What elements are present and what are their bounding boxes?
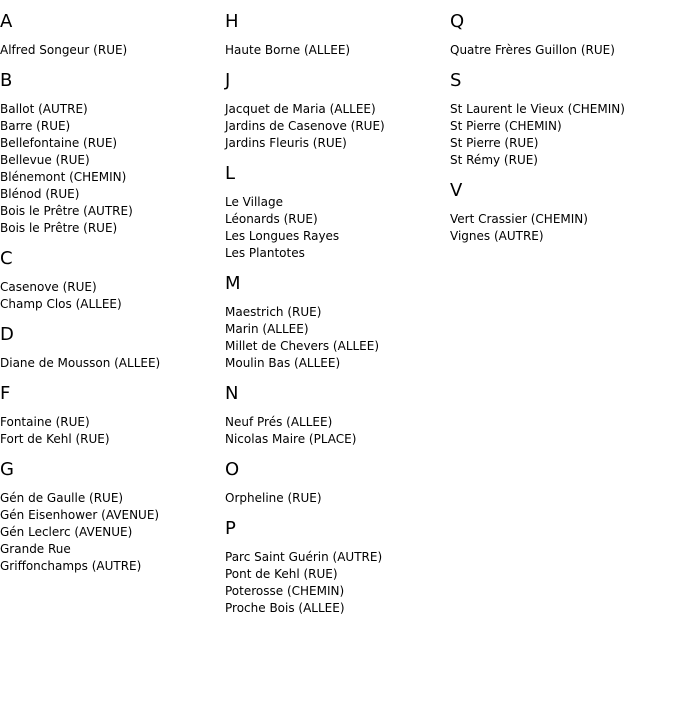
street-item: Haute Borne (ALLEE) bbox=[225, 43, 351, 57]
letter-group bbox=[0, 237, 225, 313]
letter-heading: B bbox=[0, 70, 13, 91]
street-item: Marin (ALLEE) bbox=[225, 322, 309, 336]
letter-heading: A bbox=[0, 11, 13, 32]
street-list bbox=[225, 414, 450, 448]
letter-group bbox=[225, 59, 450, 152]
letter-heading: C bbox=[0, 248, 13, 269]
street-item: Le Village bbox=[225, 195, 283, 209]
street-item: Proche Bois (ALLEE) bbox=[225, 601, 345, 615]
letter-heading: F bbox=[0, 383, 11, 404]
letter-group bbox=[0, 0, 225, 59]
street-item: Fontaine (RUE) bbox=[0, 415, 90, 429]
street-item: Parc Saint Guérin (AUTRE) bbox=[225, 550, 383, 564]
street-item: Les Plantotes bbox=[225, 246, 305, 260]
street-item: Jardins Fleuris (RUE) bbox=[225, 136, 347, 150]
street-list bbox=[225, 42, 450, 59]
street-list bbox=[225, 194, 450, 262]
street-item: Les Longues Rayes bbox=[225, 229, 340, 243]
index-column-1 bbox=[0, 0, 225, 575]
letter-heading: N bbox=[225, 383, 239, 404]
street-item: Grande Rue bbox=[0, 542, 71, 556]
letter-group bbox=[225, 507, 450, 617]
letter-heading: O bbox=[225, 459, 240, 480]
street-item: Ballot (AUTRE) bbox=[0, 102, 88, 116]
street-item: Bellevue (RUE) bbox=[0, 153, 90, 167]
street-item: Gén Eisenhower (AVENUE) bbox=[0, 508, 160, 522]
street-item: Barre (RUE) bbox=[0, 119, 71, 133]
street-item: Casenove (RUE) bbox=[0, 280, 97, 294]
street-list bbox=[225, 490, 450, 507]
street-item: Blénemont (CHEMIN) bbox=[0, 170, 127, 184]
street-list bbox=[0, 490, 225, 575]
street-list bbox=[225, 304, 450, 372]
street-item: Nicolas Maire (PLACE) bbox=[225, 432, 357, 446]
letter-group bbox=[0, 59, 225, 237]
street-list bbox=[450, 211, 675, 245]
letter-heading: L bbox=[225, 163, 236, 184]
letter-group bbox=[0, 313, 225, 372]
letter-group bbox=[225, 372, 450, 448]
street-list bbox=[225, 101, 450, 152]
street-item: Bellefontaine (RUE) bbox=[0, 136, 118, 150]
street-item: Champ Clos (ALLEE) bbox=[0, 297, 122, 311]
street-item: Bois le Prêtre (AUTRE) bbox=[0, 204, 133, 218]
street-item: Bois le Prêtre (RUE) bbox=[0, 221, 118, 235]
street-item: Maestrich (RUE) bbox=[225, 305, 322, 319]
letter-group bbox=[225, 448, 450, 507]
street-item: Gén Leclerc (AVENUE) bbox=[0, 525, 133, 539]
street-list bbox=[0, 279, 225, 313]
street-item: Poterosse (CHEMIN) bbox=[225, 584, 345, 598]
street-list bbox=[450, 42, 675, 59]
street-item: St Pierre (RUE) bbox=[450, 136, 539, 150]
street-list bbox=[0, 42, 225, 59]
street-item: Quatre Frères Guillon (RUE) bbox=[450, 43, 615, 57]
letter-heading: D bbox=[0, 324, 14, 345]
street-item: Moulin Bas (ALLEE) bbox=[225, 356, 341, 370]
letter-heading: J bbox=[225, 70, 231, 91]
letter-heading: M bbox=[225, 273, 241, 294]
street-item: Millet de Chevers (ALLEE) bbox=[225, 339, 380, 353]
letter-group bbox=[450, 169, 675, 245]
letter-group bbox=[450, 59, 675, 169]
letter-group bbox=[0, 448, 225, 575]
street-item: St Rémy (RUE) bbox=[450, 153, 538, 167]
letter-heading: P bbox=[225, 518, 236, 539]
street-list bbox=[0, 101, 225, 237]
index-column-2 bbox=[225, 0, 450, 617]
street-item: Fort de Kehl (RUE) bbox=[0, 432, 110, 446]
street-item: Orpheline (RUE) bbox=[225, 491, 322, 505]
street-item: Jacquet de Maria (ALLEE) bbox=[225, 102, 376, 116]
street-item: Vert Crassier (CHEMIN) bbox=[450, 212, 588, 226]
street-item: Léonards (RUE) bbox=[225, 212, 318, 226]
street-item: Jardins de Casenove (RUE) bbox=[225, 119, 385, 133]
index-column-3 bbox=[450, 0, 675, 245]
letter-heading: G bbox=[0, 459, 14, 480]
street-item: St Pierre (CHEMIN) bbox=[450, 119, 562, 133]
street-list bbox=[450, 101, 675, 169]
letter-heading: S bbox=[450, 70, 462, 91]
street-item: Neuf Prés (ALLEE) bbox=[225, 415, 333, 429]
street-item: Pont de Kehl (RUE) bbox=[225, 567, 338, 581]
letter-heading: V bbox=[450, 180, 463, 201]
street-item: St Laurent le Vieux (CHEMIN) bbox=[450, 102, 625, 116]
letter-group bbox=[0, 372, 225, 448]
street-item: Vignes (AUTRE) bbox=[450, 229, 544, 243]
street-list bbox=[0, 355, 225, 372]
street-item: Griffonchamps (AUTRE) bbox=[0, 559, 142, 573]
letter-group bbox=[225, 0, 450, 59]
letter-group bbox=[225, 262, 450, 372]
street-item: Alfred Songeur (RUE) bbox=[0, 43, 128, 57]
street-list bbox=[225, 549, 450, 617]
letter-heading: H bbox=[225, 11, 239, 32]
letter-heading: Q bbox=[450, 11, 465, 32]
street-item: Diane de Mousson (ALLEE) bbox=[0, 356, 161, 370]
letter-group bbox=[450, 0, 675, 59]
street-item: Blénod (RUE) bbox=[0, 187, 80, 201]
street-list bbox=[0, 414, 225, 448]
letter-group bbox=[225, 152, 450, 262]
street-item: Gén de Gaulle (RUE) bbox=[0, 491, 124, 505]
